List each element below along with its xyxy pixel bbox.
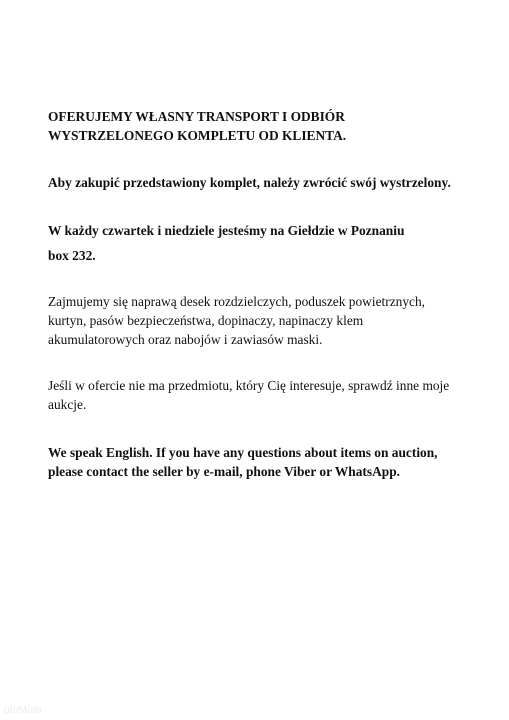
box-number-line	[48, 246, 488, 265]
market-schedule-paragraph	[48, 221, 488, 240]
other-auctions-paragraph	[48, 376, 488, 414]
repair-services-paragraph	[48, 292, 488, 349]
text-line: box 232.	[48, 248, 96, 263]
text-line: akumulatorowych oraz nabojów i zawiasów maski.	[48, 332, 323, 347]
text-line: Jeśli w ofercie nie ma przedmiotu, który Cię interesuje, sprawdź inne moje	[48, 378, 450, 393]
text-line: please contact the seller by e-mail, phone Viber or WhatsApp.	[48, 464, 400, 479]
text-line: aukcje.	[48, 397, 87, 412]
text-line: Zajmujemy się naprawą desek rozdzielczych, poduszek powietrznych,	[48, 294, 426, 309]
return-notice-paragraph	[48, 173, 488, 192]
text-line: W każdy czwartek i niedziele jesteśmy na Giełdzie w Poznaniu	[48, 223, 405, 238]
text-line: OFERUJEMY WŁASNY TRANSPORT I ODBIÓR	[48, 109, 345, 124]
text-line: Aby zakupić przedstawiony komplet, należy zwrócić swój wystrzelony.	[48, 175, 451, 190]
text-line: WYSTRZELONEGO KOMPLETU OD KLIENTA.	[48, 128, 347, 143]
transport-offer-heading	[48, 107, 488, 145]
watermark-logo: otoMoto	[4, 705, 42, 716]
text-line: We speak English. If you have any questions about items on auction,	[48, 445, 438, 460]
text-line: kurtyn, pasów bezpieczeństwa, dopinaczy, napinaczy klem	[48, 313, 364, 328]
english-contact-paragraph	[48, 443, 488, 481]
